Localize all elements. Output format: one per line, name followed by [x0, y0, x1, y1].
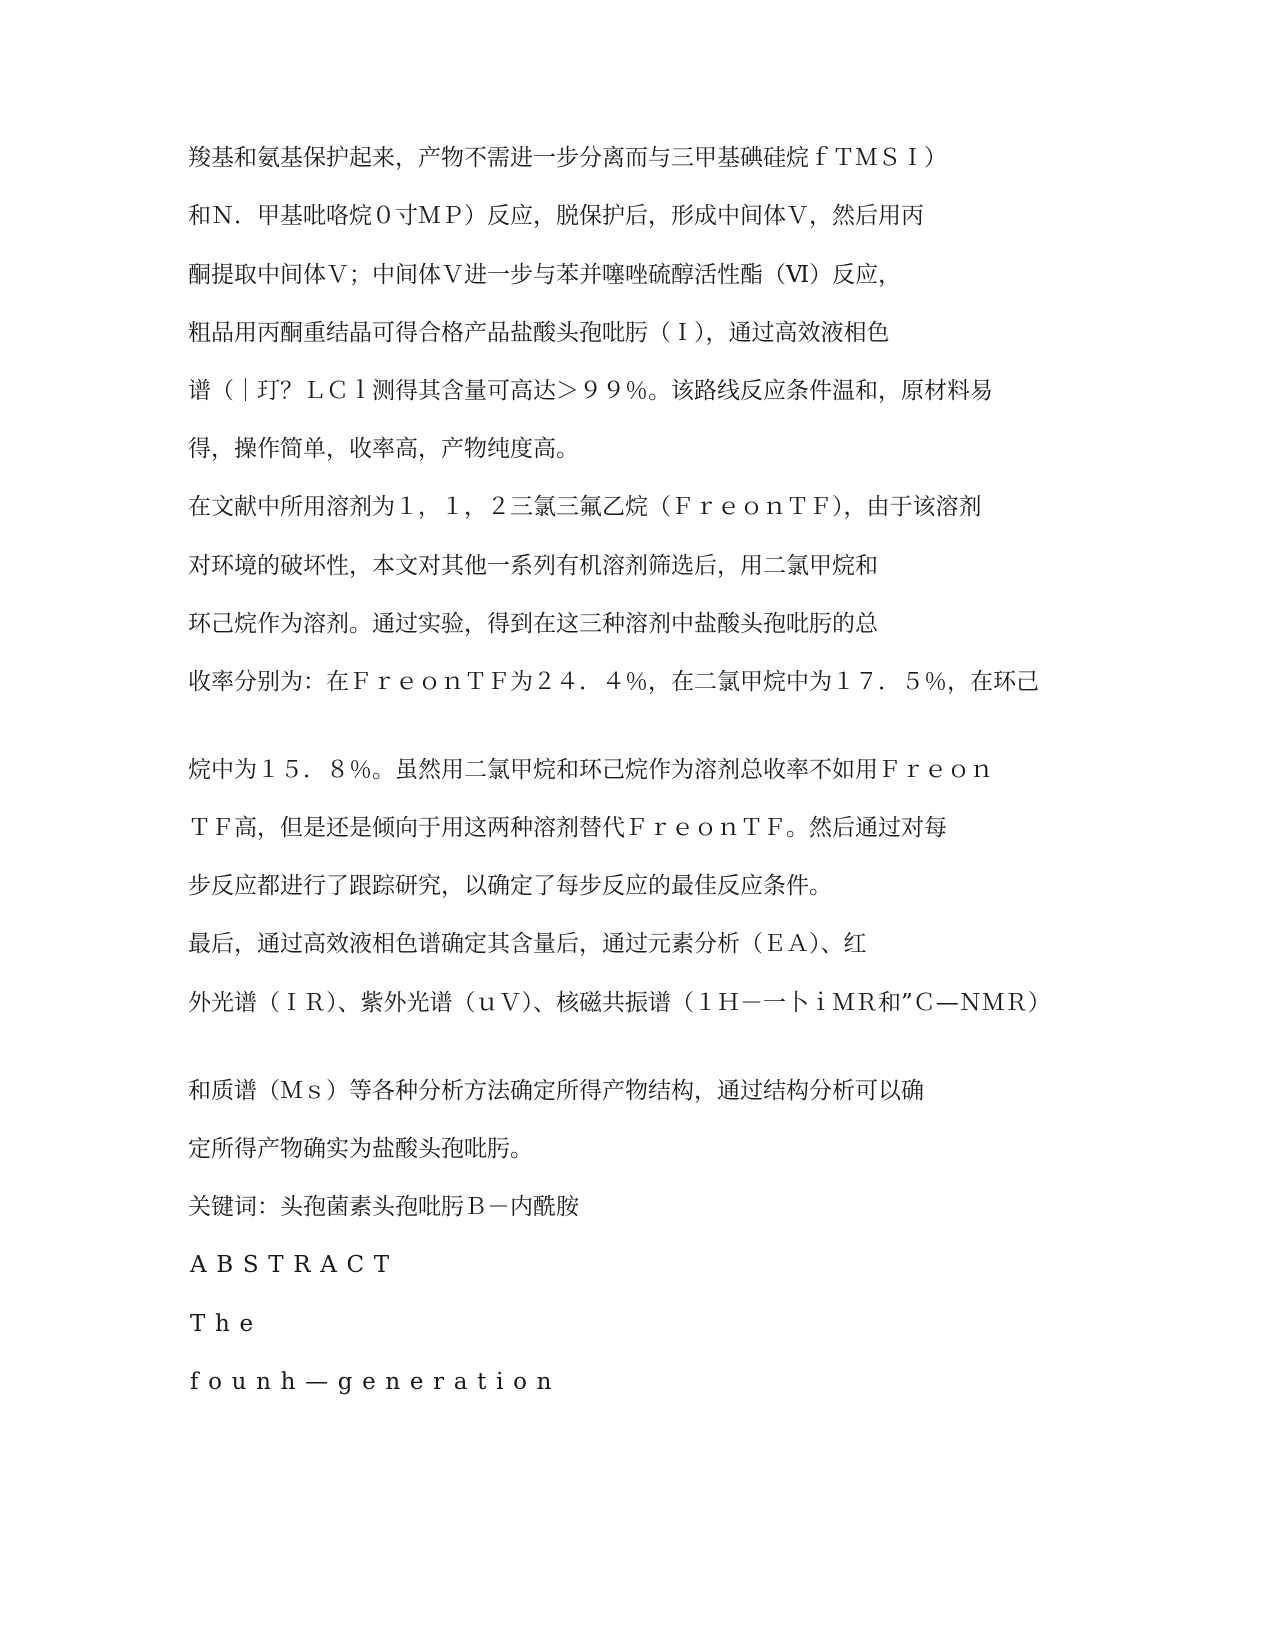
abstract-heading: ABSTRACT [190, 1252, 399, 1278]
body-text-line: 和Ｎ．甲基吡咯烷０寸ＭＰ）反应，脱保护后，形成中间体Ｖ，然后用丙 [188, 203, 924, 229]
abstract-text-line: founh—generation [190, 1369, 562, 1395]
body-text-line: 定所得产物确实为盐酸头孢吡肟。 [188, 1136, 533, 1162]
body-text-line: 酮提取中间体Ｖ；中间体Ｖ进一步与苯并噻唑硫醇活性酯（Ⅵ）反应， [188, 262, 902, 288]
body-text-line: 羧基和氨基保护起来，产物不需进一步分离而与三甲基碘硅烷ｆＴＭＳＩ） [188, 145, 947, 171]
body-text-line: 外光谱（ＩＲ）、紫外光谱（ｕＶ）、核磁共振谱（１Ｈ－一卜ｉＭＲ和”Ｃ—ＮＭＲ） [188, 990, 1051, 1016]
keywords-line: 关键词：头孢菌素头孢吡肟Ｂ－内酰胺 [188, 1194, 579, 1220]
body-text-line: 对环境的破坏性，本文对其他一系列有机溶剂筛选后，用二氯甲烷和 [188, 553, 878, 579]
body-text-line: 和质谱（Ｍｓ）等各种分析方法确定所得产物结构，通过结构分析可以确 [188, 1078, 924, 1104]
body-text-line: 谱（｜玎？ＬＣｌ测得其含量可高达＞９９％。该路线反应条件温和，原材料易 [188, 378, 993, 404]
body-text-line: 在文献中所用溶剂为１，１，２三氯三氟乙烷（ＦｒｅｏｎＴＦ），由于该溶剂 [188, 494, 982, 520]
body-text-line: 粗品用丙酮重结晶可得合格产品盐酸头孢吡肟（Ｉ），通过高效液相色 [188, 320, 890, 346]
body-text-line: ＴＦ高，但是还是倾向于用这两种溶剂替代ＦｒｅｏｎＴＦ。然后通过对每 [188, 815, 947, 841]
body-text-line: 最后，通过高效液相色谱确定其含量后，通过元素分析（ＥＡ）、红 [188, 931, 867, 957]
body-text-line: 得，操作简单，收率高，产物纯度高。 [188, 436, 579, 462]
body-text-line: 步反应都进行了跟踪研究，以确定了每步反应的最佳反应条件。 [188, 873, 832, 899]
body-text-line: 烷中为１５．８％。虽然用二氯甲烷和环己烷作为溶剂总收率不如用Ｆｒｅｏｎ [188, 757, 993, 783]
abstract-text-line: The [190, 1311, 263, 1337]
body-text-line: 环己烷作为溶剂。通过实验，得到在这三种溶剂中盐酸头孢吡肟的总 [188, 611, 878, 637]
body-text-line: 收率分别为：在ＦｒｅｏｎＴＦ为２４．４％，在二氯甲烷中为１７．５％，在环己 [188, 669, 1039, 695]
